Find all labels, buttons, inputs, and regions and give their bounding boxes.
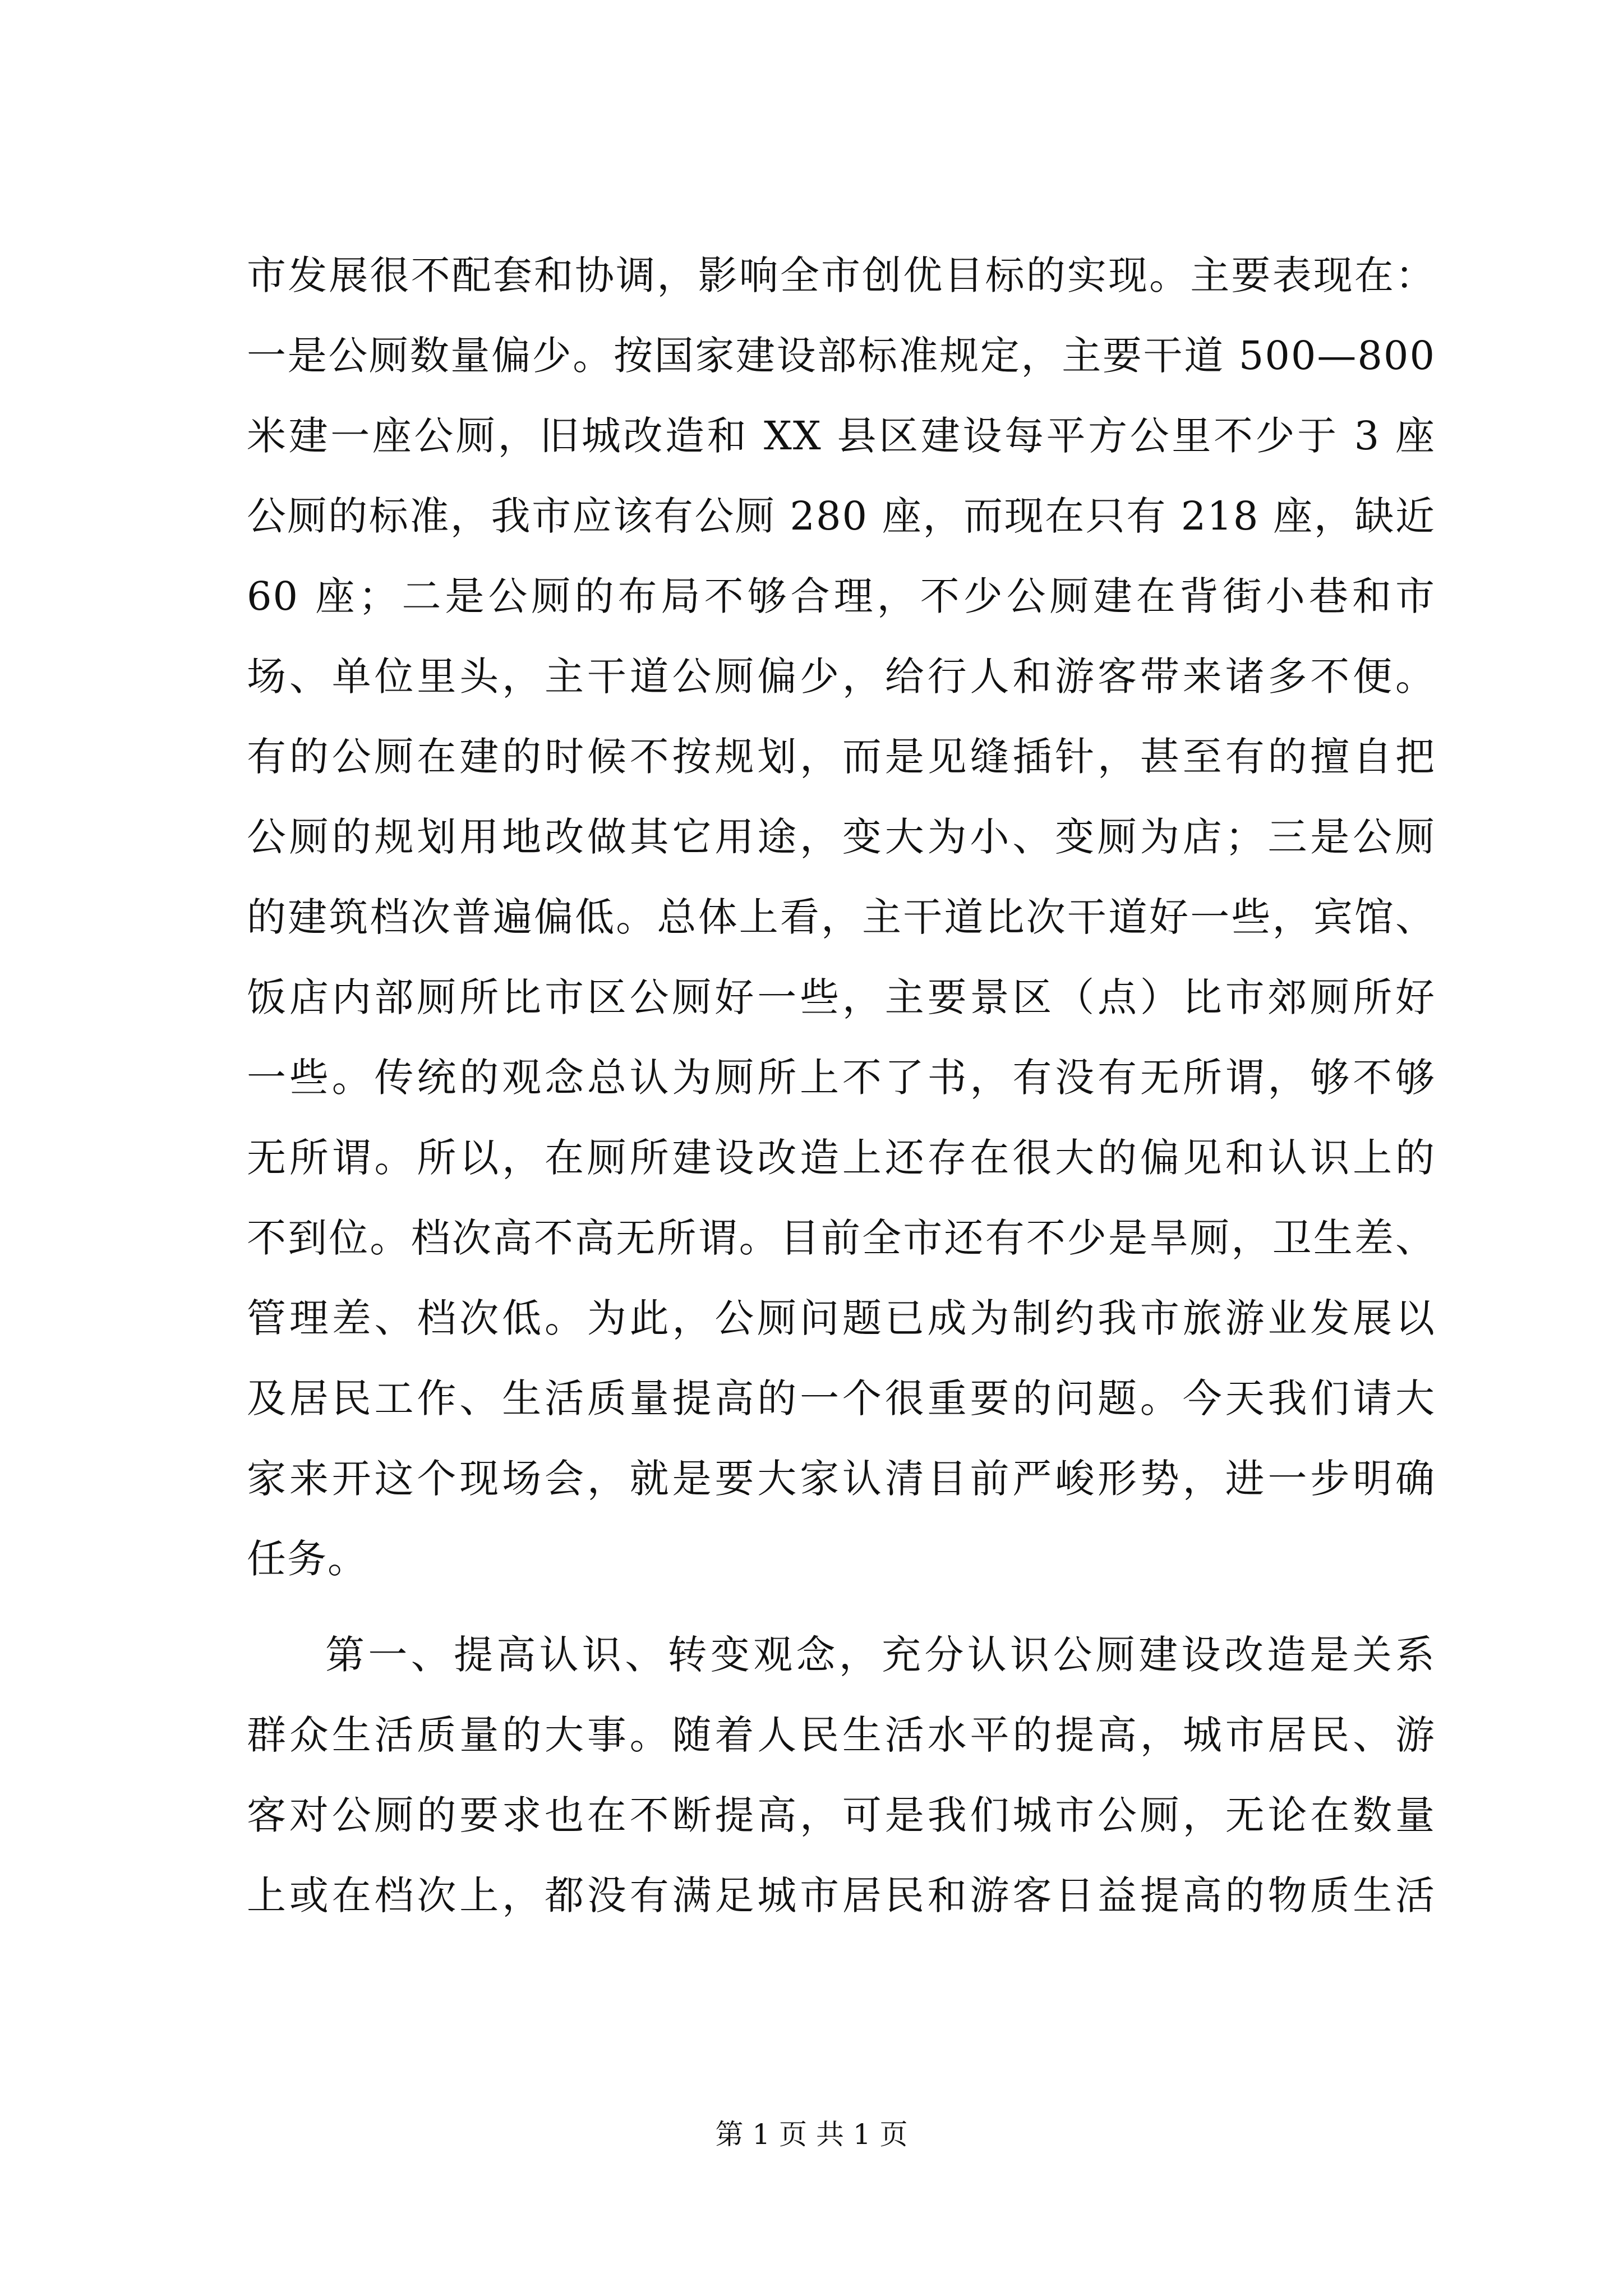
text-line: 不到位。档次高不高无所谓。目前全市还有不少是旱厕，卫生差、 [247,1215,1436,1261]
paragraph-1 [247,236,1436,1599]
text-line: 一些。传统的观念总认为厕所上不了书，有没有无所谓，够不够 [247,1055,1436,1101]
text-line: 一是公厕数量偏少。按国家建设部标准规定，主要干道 500—800 [247,333,1436,379]
text-line: 的建筑档次普遍偏低。总体上看，主干道比次干道好一些，宾馆、 [247,894,1436,940]
text-line: 及居民工作、生活质量提高的一个很重要的问题。今天我们请大 [247,1375,1436,1421]
text-line: 米建一座公厕，旧城改造和 XX 县区建设每平方公里不少于 3 座 [247,413,1436,459]
text-line: 场、单位里头，主干道公厕偏少，给行人和游客带来诸多不便。 [247,654,1436,700]
paragraph-spacer [247,1599,1436,1615]
text-line: 有的公厕在建的时候不按规划，而是见缝插针，甚至有的擅自把 [247,734,1436,780]
text-line: 上或在档次上，都没有满足城市居民和游客日益提高的物质生活 [247,1872,1436,1918]
text-line: 公厕的标准，我市应该有公厕 280 座，而现在只有 218 座，缺近 [247,493,1436,539]
text-line: 公厕的规划用地改做其它用途，变大为小、变厕为店；三是公厕 [247,814,1436,860]
paragraph-2 [247,1615,1436,1936]
page-number-label: 第 1 页 共 1 页 [715,2118,908,2151]
text-line: 第一、提高认识、转变观念，充分认识公厕建设改造是关系 [325,1632,1436,1678]
document-body [247,236,1436,1936]
text-line: 任务。 [247,1536,368,1582]
text-line: 市发展很不配套和协调，影响全市创优目标的实现。主要表现在： [247,252,1436,298]
text-line: 客对公厕的要求也在不断提高，可是我们城市公厕，无论在数量 [247,1792,1436,1838]
text-line: 群众生活质量的大事。随着人民生活水平的提高，城市居民、游 [247,1712,1436,1758]
text-line: 管理差、档次低。为此，公厕问题已成为制约我市旅游业发展以 [247,1295,1436,1341]
text-line: 饭店内部厕所比市区公厕好一些，主要景区（点）比市郊厕所好 [247,974,1436,1020]
text-line: 60 座；二是公厕的布局不够合理，不少公厕建在背街小巷和市 [247,573,1436,619]
text-line: 无所谓。所以，在厕所建设改造上还存在很大的偏见和认识上的 [247,1135,1436,1181]
page-footer [0,2118,1623,2151]
text-line: 家来开这个现场会，就是要大家认清目前严峻形势，进一步明确 [247,1456,1436,1502]
